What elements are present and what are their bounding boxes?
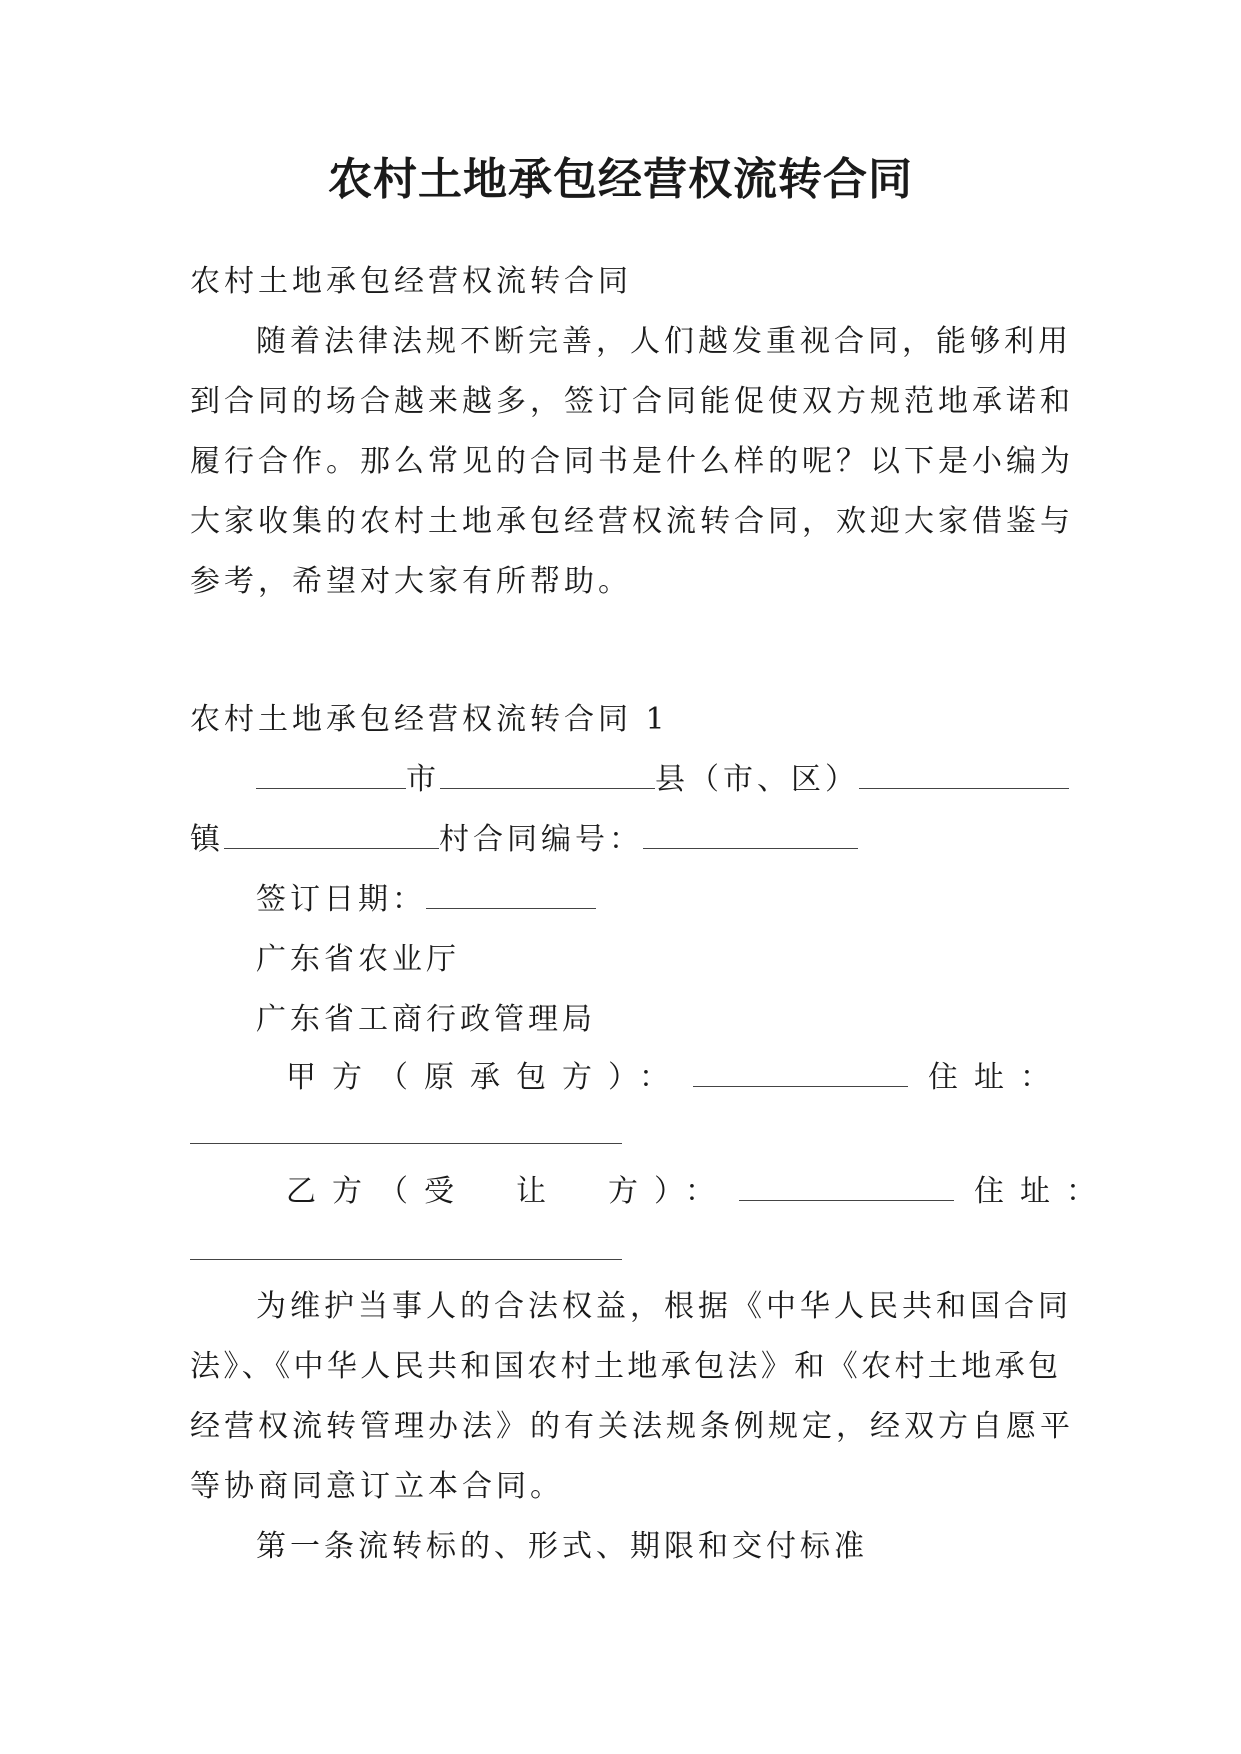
preamble-section xyxy=(190,1277,1074,1577)
document-title: 农村土地承包经营权流转合同 xyxy=(328,154,913,205)
village-line xyxy=(190,810,1058,870)
section-heading: 农村土地承包经营权流转合同 1 xyxy=(190,702,669,737)
intro-section xyxy=(190,252,1074,612)
county-label: 县（市、区） xyxy=(655,762,859,797)
party-b-label: 乙方（受 让 方）： xyxy=(286,1174,731,1209)
county-blank[interactable] xyxy=(440,752,655,789)
intro-line: 到合同的场合越来越多，签订合同能促使双方规范地承诺和 xyxy=(190,384,1074,419)
sign-date-blank[interactable] xyxy=(426,872,596,909)
party-b-blank[interactable] xyxy=(739,1164,954,1201)
preamble-line: 经营权流转管理办法》的有关法规条例规定，经双方自愿平 xyxy=(190,1409,1074,1444)
town-label: 镇 xyxy=(190,822,224,857)
sign-date-label: 签订日期： xyxy=(256,882,426,917)
preamble-line: 等协商同意订立本合同。 xyxy=(190,1469,564,1504)
party-b-section xyxy=(190,1162,1112,1222)
contract-number-blank[interactable] xyxy=(643,812,858,849)
party-b-address-label: 住址： xyxy=(974,1174,1112,1209)
party-a-address-blank[interactable] xyxy=(190,1142,622,1144)
party-a-line xyxy=(190,1048,1066,1108)
intro-line: 大家收集的农村土地承包经营权流转合同，欢迎大家借鉴与 xyxy=(190,504,1074,539)
intro-line: 履行合作。那么常见的合同书是什么样的呢？以下是小编为 xyxy=(190,444,1074,479)
village-blank[interactable] xyxy=(224,812,439,849)
contract-form xyxy=(190,690,1058,1050)
party-a-blank[interactable] xyxy=(693,1050,908,1087)
city-label: 市 xyxy=(406,762,440,797)
party-a-label: 甲方（原承包方）： xyxy=(286,1060,685,1095)
party-b-address-blank[interactable] xyxy=(190,1258,622,1260)
party-a-section xyxy=(190,1048,1066,1108)
party-b-line xyxy=(190,1162,1112,1222)
location-line xyxy=(190,750,1058,810)
city-blank[interactable] xyxy=(256,752,406,789)
party-a-address-label: 住址： xyxy=(928,1060,1066,1095)
sign-date-line xyxy=(190,870,1058,930)
dept-commerce: 广东省工商行政管理局 xyxy=(256,1002,596,1037)
preamble-line: 为维护当事人的合法权益，根据《中华人民共和国合同 xyxy=(256,1289,1072,1324)
intro-line: 参考，希望对大家有所帮助。 xyxy=(190,564,632,599)
article-1-heading: 第一条流转标的、形式、期限和交付标准 xyxy=(256,1529,868,1564)
dept-agriculture: 广东省农业厅 xyxy=(256,942,460,977)
contract-number-label: 村合同编号： xyxy=(439,822,643,857)
intro-line: 随着法律法规不断完善，人们越发重视合同，能够利用 xyxy=(256,324,1072,359)
preamble-line: 法》、《中华人民共和国农村土地承包法》和《农村土地承包 xyxy=(190,1349,1058,1384)
subtitle: 农村土地承包经营权流转合同 xyxy=(190,264,632,299)
town-blank[interactable] xyxy=(859,752,1069,789)
